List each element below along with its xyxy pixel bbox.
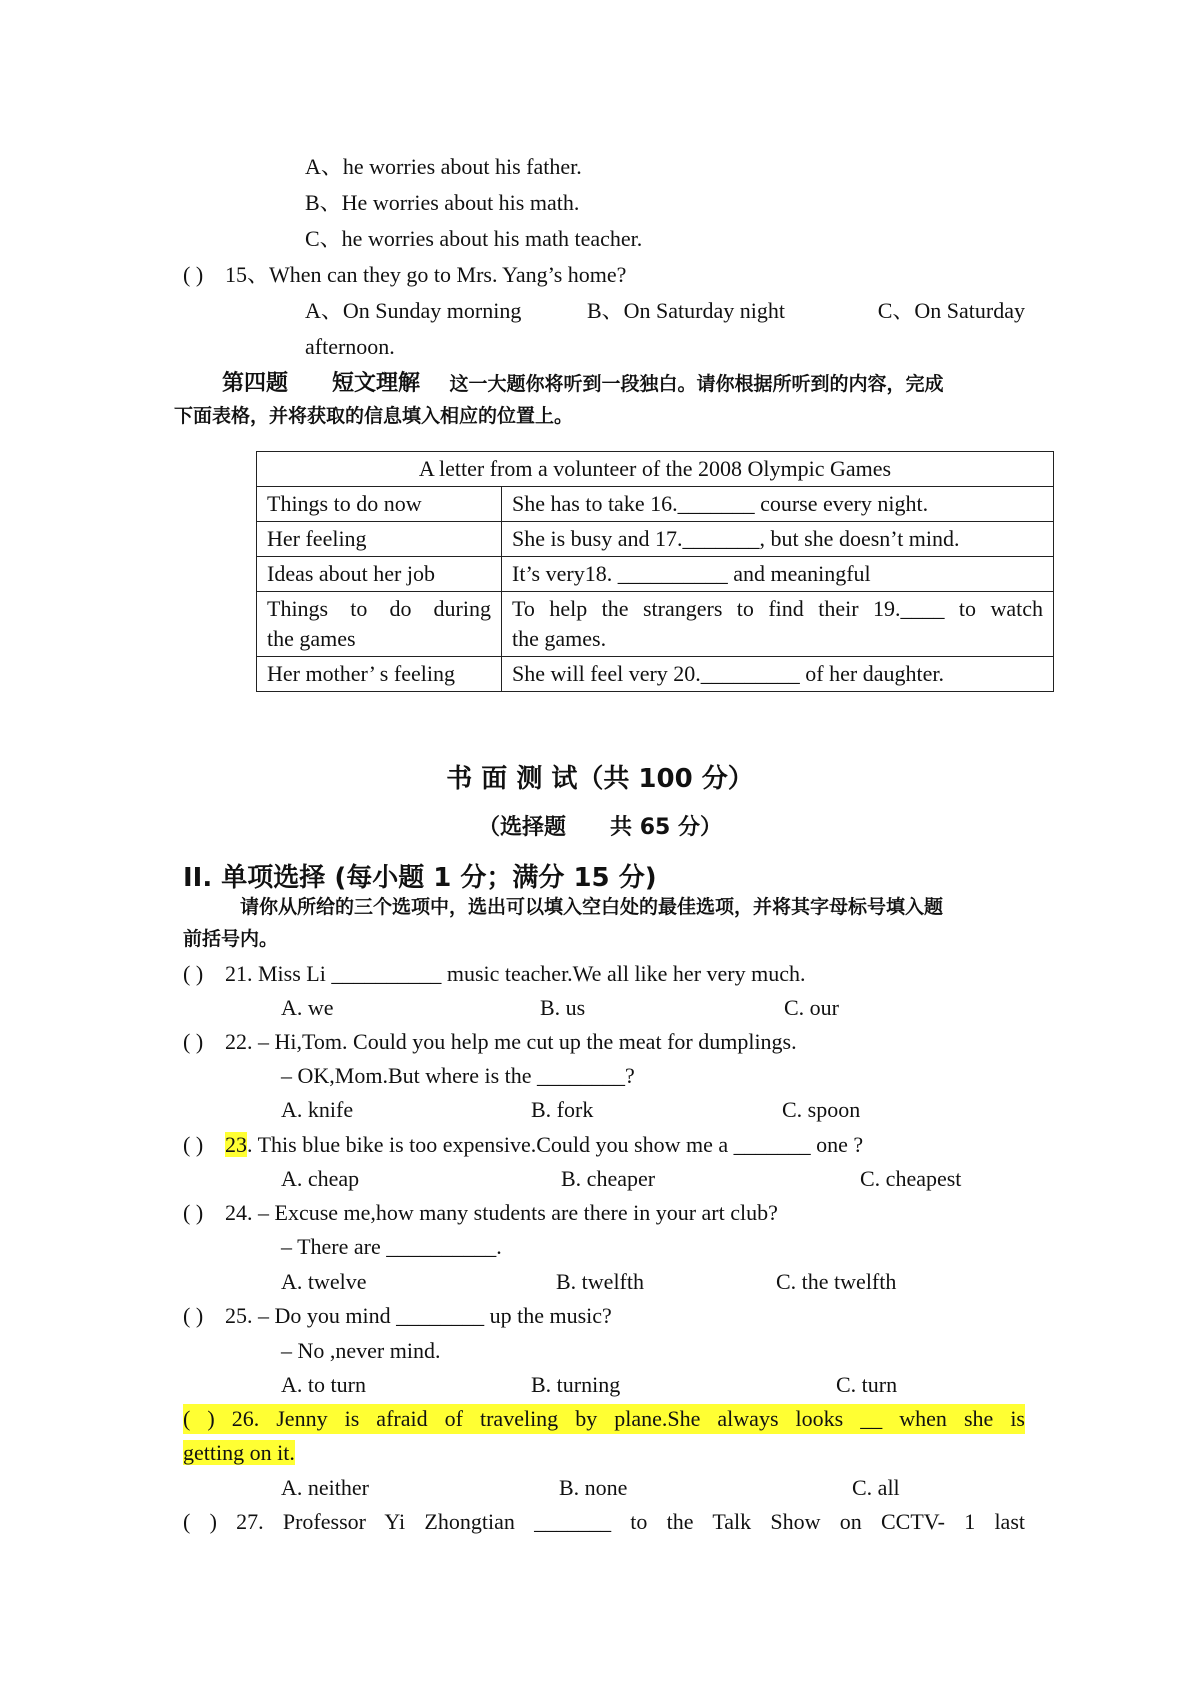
q24-text-2: – There are __________.: [281, 1234, 502, 1259]
answer-paren: ( ): [183, 961, 204, 986]
table-row: [257, 452, 1054, 487]
table-cell-label: Her mother’ s feeling: [257, 657, 502, 692]
q21-stem: [183, 959, 806, 989]
answer-paren: ( ): [183, 262, 204, 287]
q21-option-c: C. our: [784, 995, 839, 1020]
table-row: [257, 522, 1054, 557]
q22-option-b: B. fork: [531, 1097, 594, 1122]
q26-option-b: B. none: [559, 1475, 628, 1500]
table-cell-label: Her feeling: [257, 522, 502, 557]
q23-option-c: C. cheapest: [860, 1166, 962, 1191]
q21-option-b: B. us: [540, 995, 586, 1020]
table-cell-label: Ideas about her job: [257, 557, 502, 592]
table-cell-value: She will feel very 20._________ of her daughter.: [502, 657, 1054, 692]
q14-option-b: B、He worries about his math.: [305, 190, 580, 215]
q26-stem-highlight: ( ) 26. Jenny is afraid of traveling by plane.She always looks __ when she is: [183, 1404, 1025, 1434]
q24-text: 24. – Excuse me,how many students are there in your art club?: [225, 1200, 778, 1225]
answer-paren: ( ): [183, 1200, 204, 1225]
q24-option-c: C. the twelfth: [776, 1269, 897, 1294]
section2-heading: II. 单项选择 (每小题 1 分；满分 15 分): [183, 863, 657, 893]
answer-paren: ( ): [183, 1029, 204, 1054]
table-cell-value-line1: To help the strangers to find their 19.____ to watch: [512, 596, 1043, 621]
q24-stem: [183, 1198, 778, 1228]
q15-stem: [183, 260, 626, 290]
q25-stem: [183, 1301, 612, 1331]
q24-option-a: A. twelve: [281, 1269, 367, 1294]
q22-option-c: C. spoon: [782, 1097, 861, 1122]
part4-instruction-cont: 下面表格，并将获取的信息填入相应的位置上。: [174, 405, 574, 427]
written-test-title: 书 面 测 试（共 100 分）: [446, 764, 754, 794]
table-cell-value: She is busy and 17._______, but she doesn’t mind.: [502, 522, 1054, 557]
table-cell-label: [257, 592, 502, 657]
q23-text: . This blue bike is too expensive.Could you show me a _______ one ?: [247, 1132, 864, 1157]
q25-option-b: B. turning: [531, 1372, 621, 1397]
q24-option-b: B. twelfth: [556, 1269, 644, 1294]
q15-options: [305, 296, 1025, 326]
section2-instruction: 请你从所给的三个选项中，选出可以填入空白处的最佳选项，并将其字母标号填入题: [240, 896, 944, 918]
table-cell-value: She has to take 16._______ course every night.: [502, 487, 1054, 522]
q23-stem: [183, 1130, 863, 1160]
table-cell-value: It’s very18. __________ and meaningful: [502, 557, 1054, 592]
q23-option-b: B. cheaper: [561, 1166, 656, 1191]
q14-option-a: A、he worries about his father.: [305, 154, 582, 179]
table-row: [257, 657, 1054, 692]
q21-option-a: A. we: [281, 995, 334, 1020]
q15-text: 15、When can they go to Mrs. Yang’s home?: [225, 262, 627, 287]
q26-stem-cont-highlight: getting on it.: [183, 1440, 295, 1465]
q25-option-c: C. turn: [836, 1372, 898, 1397]
table-cell-value: [502, 592, 1054, 657]
q22-stem: [183, 1027, 797, 1057]
table-cell-label-line1: Things to do during: [267, 596, 491, 621]
written-test-subtitle: （选择题 共 65 分）: [478, 815, 722, 840]
q15-option-a: A、On Sunday morning: [305, 298, 522, 323]
q22-option-a: A. knife: [281, 1097, 354, 1122]
section2-instruction-cont: 前括号内。: [183, 928, 279, 950]
part4-header: [222, 368, 944, 399]
table-cell-value-line2: the games.: [512, 626, 607, 651]
part4-title: 第四题 短文理解: [222, 371, 421, 396]
table-cell-label-line2: the games: [267, 626, 356, 651]
table-row: [257, 487, 1054, 522]
q25-text: 25. – Do you mind ________ up the music?: [225, 1303, 612, 1328]
part4-instruction: 这一大题你将听到一段独白。请你根据所听到的内容，完成: [449, 373, 944, 395]
q25-text-2: – No ,never mind.: [281, 1338, 441, 1363]
q15-option-b: B、On Saturday night: [587, 298, 785, 323]
q22-text-2: – OK,Mom.But where is the ________?: [281, 1063, 635, 1088]
q26-stem-cont: [183, 1438, 295, 1468]
table-header: A letter from a volunteer of the 2008 Olympic Games: [257, 452, 1054, 487]
q23-number-highlight: 23: [225, 1132, 247, 1157]
listening-table: [256, 451, 1054, 692]
q25-option-a: A. to turn: [281, 1372, 366, 1397]
table-row: [257, 592, 1054, 657]
q15-option-c: C、On Saturday: [877, 298, 1025, 323]
q26-option-c: C. all: [852, 1475, 900, 1500]
q14-option-c: C、he worries about his math teacher.: [305, 226, 643, 251]
table-cell-label: Things to do now: [257, 487, 502, 522]
q26-option-a: A. neither: [281, 1475, 369, 1500]
table-row: [257, 557, 1054, 592]
q27-stem: ( ) 27. Professor Yi Zhongtian _______ to the Talk Show on CCTV- 1 last: [183, 1509, 1025, 1534]
answer-paren: ( ): [183, 1303, 204, 1328]
q21-text: 21. Miss Li __________ music teacher.We all like her very much.: [225, 961, 806, 986]
q23-option-a: A. cheap: [281, 1166, 360, 1191]
q22-text: 22. – Hi,Tom. Could you help me cut up the meat for dumplings.: [225, 1029, 797, 1054]
answer-paren: ( ): [183, 1132, 204, 1157]
q15-option-cont: afternoon.: [305, 334, 395, 359]
